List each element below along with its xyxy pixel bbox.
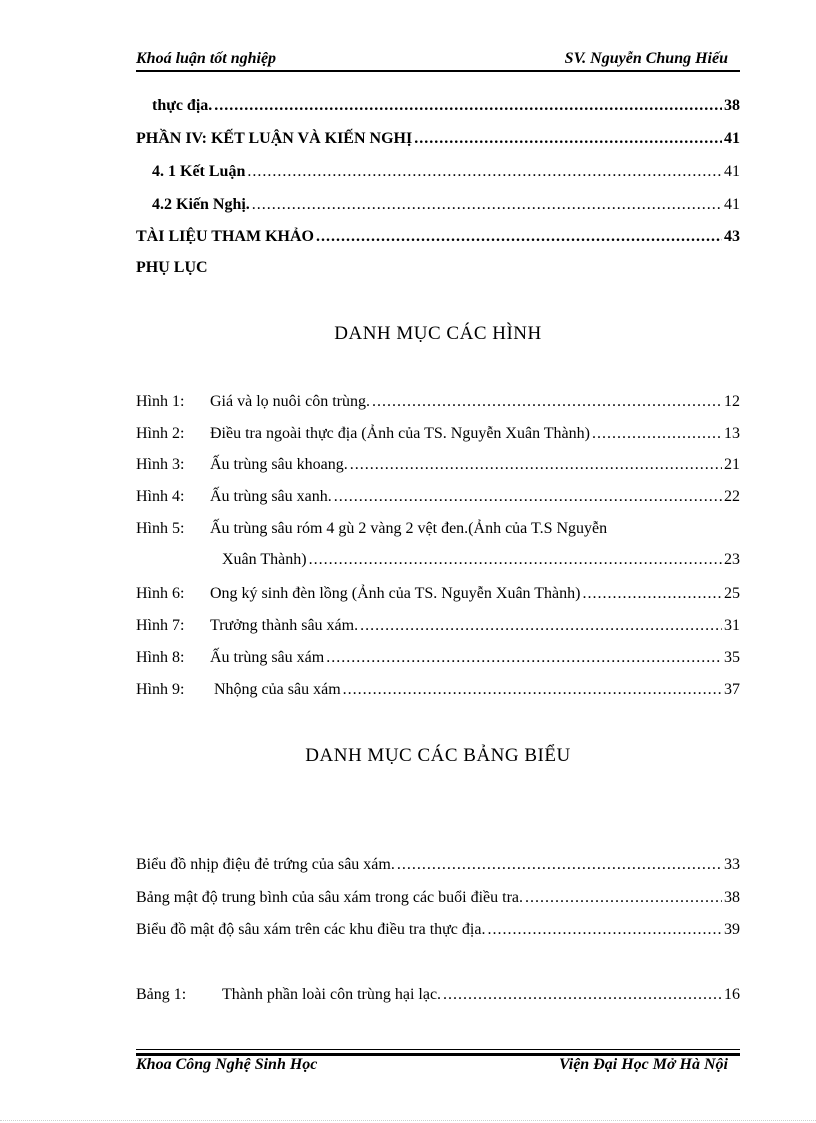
figure-number: Hình 9: [136,681,185,698]
toc-entry[interactable] [136,129,740,149]
leader-dots [372,392,722,412]
leader-dots [487,920,722,940]
chart-label: Biểu đồ mật độ sâu xám trên các khu điều tra thực địa. [136,921,486,938]
figure-entry[interactable] [136,487,740,507]
figure-label: Ấu trùng sâu róm 4 gù 2 vàng 2 vệt đen.(Ảnh của T.S Nguyễn [210,520,608,537]
toc-entry[interactable] [136,227,740,247]
leader-dots [360,616,722,636]
chart-page: 33 [724,856,740,873]
toc-entry[interactable] [152,195,740,215]
table-number: Bảng 1: [136,986,187,1003]
figure-entry[interactable] [136,648,740,668]
toc-entry-label: thực địa. [152,97,213,114]
leader-dots [350,455,722,475]
leader-dots [334,487,722,507]
leader-dots [309,550,722,570]
figures-section-title: DANH MỤC CÁC HÌNH [334,323,542,344]
footer-faculty: Khoa Công Nghệ Sinh Học [136,1056,318,1073]
leader-dots [592,424,722,444]
figure-page: 13 [724,425,740,442]
toc-entry-page: 41 [724,130,740,147]
header-student-name: SV. Nguyễn Chung Hiếu [564,50,728,67]
figure-entry-continuation[interactable] [222,550,740,570]
toc-entry-page: 41 [724,196,740,213]
figure-entry[interactable] [136,519,740,539]
figure-page: 21 [724,456,740,473]
table-label: Thành phần loài côn trùng hại lạc. [222,986,442,1003]
leader-dots [214,96,722,116]
figure-label: Giá và lọ nuôi côn trùng. [210,393,370,410]
figure-number: Hình 3: [136,456,185,473]
figure-page: 12 [724,393,740,410]
figure-label: Ấu trùng sâu xám [210,649,325,666]
chart-page: 38 [724,889,740,906]
figure-label: Nhộng của sâu xám [210,681,341,698]
figure-label: Ong ký sinh đèn lồng (Ảnh của TS. Nguyễn Xuân Thành) [210,585,581,602]
figure-label: Ấu trùng sâu xanh. [210,488,332,505]
figure-number: Hình 5: [136,520,185,537]
page-footer [136,1056,740,1078]
figure-page: 22 [724,488,740,505]
toc-entry-label: PHẦN IV: KẾT LUẬN VÀ KIẾN NGHỊ [136,130,413,147]
leader-dots [326,648,722,668]
figure-entry[interactable] [136,392,740,412]
chart-entry[interactable] [136,920,740,940]
page-header [136,48,740,70]
toc-entry-appendix[interactable]: PHỤ LỤC [136,259,208,276]
figure-entry[interactable] [136,616,740,636]
table-entry[interactable] [136,985,740,1005]
figure-number: Hình 6: [136,585,185,602]
footer-institute: Viện Đại Học Mở Hà Nội [558,1056,728,1073]
figure-page: 25 [724,585,740,602]
chart-page: 39 [724,921,740,938]
toc-entry-label: TÀI LIỆU THAM KHẢO [136,228,314,245]
header-thesis-label: Khoá luận tốt nghiệp [136,50,277,67]
leader-dots [443,985,722,1005]
figure-label-continuation: Xuân Thành) [222,551,307,568]
figure-number: Hình 2: [136,425,185,442]
figure-label: Trưởng thành sâu xám. [210,617,359,634]
figure-number: Hình 4: [136,488,185,505]
page-edge [0,1120,816,1121]
figure-entry[interactable] [136,680,740,700]
toc-entry-page: 41 [724,163,740,180]
leader-dots [247,162,722,182]
toc-entry-page: 38 [724,97,740,114]
figure-page: 37 [724,681,740,698]
chart-label: Bảng mật độ trung bình của sâu xám trong các buổi điều tra. [136,889,524,906]
footer-divider-thin [136,1049,740,1050]
figure-number: Hình 1: [136,393,185,410]
toc-entry[interactable] [152,96,740,116]
figure-page: 35 [724,649,740,666]
leader-dots [397,855,722,875]
figure-label: Điều tra ngoài thực địa (Ảnh của TS. Nguyễn Xuân Thành) [210,425,590,442]
toc-entry[interactable] [152,162,740,182]
leader-dots [252,195,722,215]
figure-entry[interactable] [136,455,740,475]
chart-entry[interactable] [136,888,740,908]
tables-section-title: DANH MỤC CÁC BẢNG BIỂU [305,745,571,766]
leader-dots [343,680,722,700]
figure-number: Hình 8: [136,649,185,666]
table-page: 16 [724,986,740,1003]
header-divider [136,70,740,72]
chart-label: Biểu đồ nhịp điệu đẻ trứng của sâu xám. [136,856,395,873]
toc-entry-label: 4. 1 Kết Luận [152,163,246,180]
figure-page: 31 [724,617,740,634]
figure-page: 23 [724,551,740,568]
leader-dots [525,888,722,908]
figure-entry[interactable] [136,584,740,604]
leader-dots [316,227,722,247]
toc-entry-page: 43 [724,228,740,245]
figure-entry[interactable] [136,424,740,444]
figure-label: Ấu trùng sâu khoang. [210,456,348,473]
figure-number: Hình 7: [136,617,185,634]
leader-dots [582,584,722,604]
chart-entry[interactable] [136,855,740,875]
leader-dots [414,129,722,149]
toc-entry-label: 4.2 Kiến Nghị. [152,196,250,213]
